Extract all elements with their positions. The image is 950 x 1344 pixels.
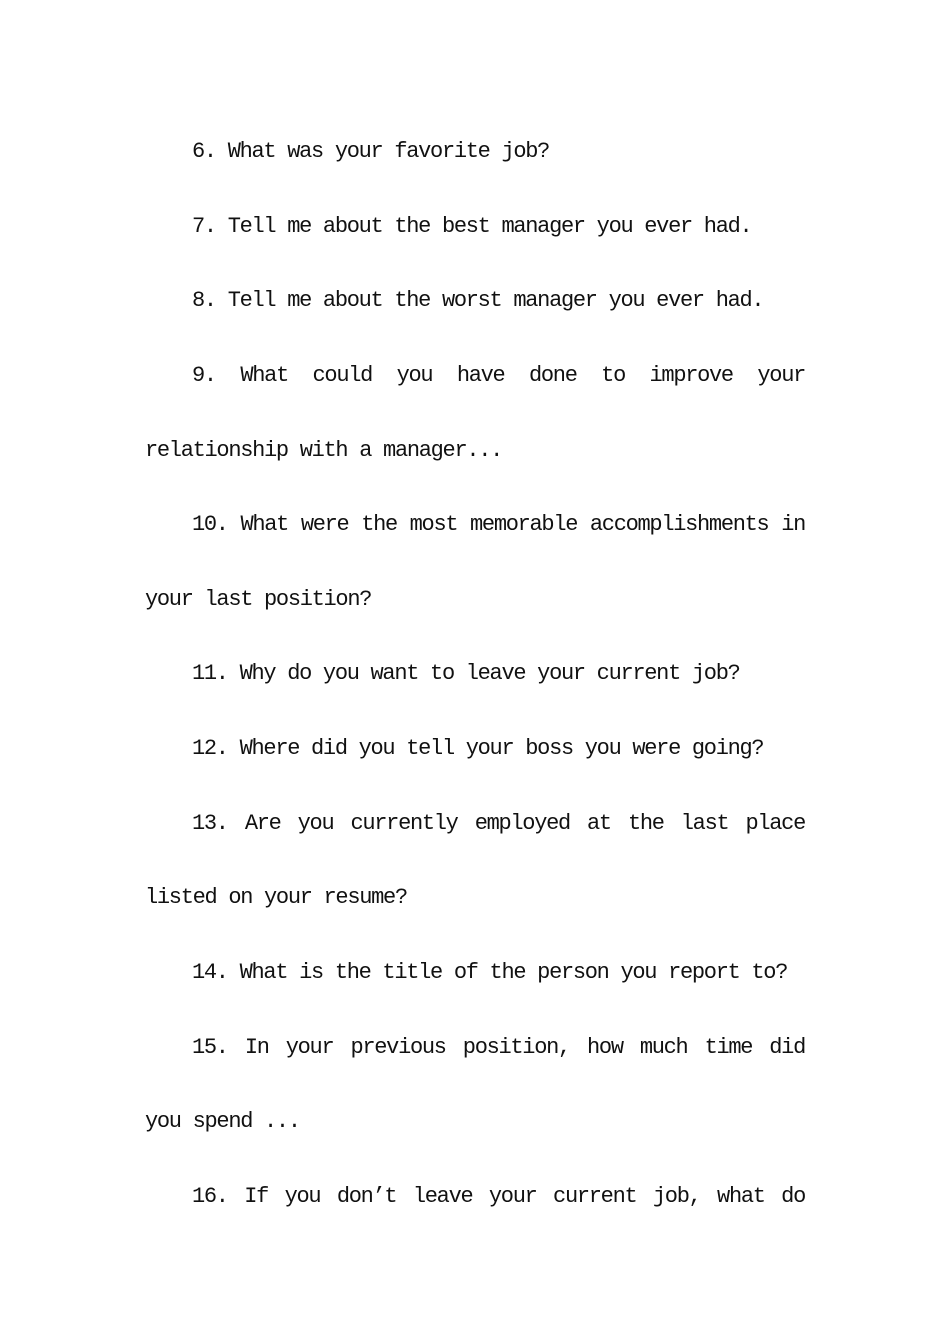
question-13 xyxy=(145,787,805,936)
question-text-continuation: your last position? xyxy=(145,586,372,612)
question-8 xyxy=(145,264,805,339)
question-text-line: 10. What were the most memorable accomplishments in xyxy=(192,512,805,538)
question-text-line: 7. Tell me about the best manager you ever had. xyxy=(192,213,752,239)
question-text-line: 6. What was your favorite job? xyxy=(192,139,550,164)
question-text-line: 14. What is the title of the person you report to? xyxy=(192,959,788,985)
question-11 xyxy=(145,637,805,712)
question-15 xyxy=(145,1011,805,1160)
question-text-continuation: listed on your resume? xyxy=(145,885,407,911)
question-text-line: 16. If you don’t leave your current job, what do xyxy=(192,1183,805,1209)
question-text-line: 8. Tell me about the worst manager you ever had. xyxy=(192,288,764,314)
question-text-line: 9. What could you have done to improve your xyxy=(192,362,805,388)
question-10 xyxy=(145,488,805,637)
question-text-continuation: relationship with a manager... xyxy=(145,437,503,463)
question-16 xyxy=(145,1160,805,1235)
question-7 xyxy=(145,190,805,265)
question-14 xyxy=(145,936,805,1011)
question-text-line: 12. Where did you tell your boss you were going? xyxy=(192,736,764,761)
question-6 xyxy=(145,115,805,190)
question-list xyxy=(145,115,805,1234)
question-12 xyxy=(145,712,805,787)
question-9 xyxy=(145,339,805,488)
question-text-line: 15. In your previous position, how much time did xyxy=(192,1034,805,1060)
question-text-continuation: you spend ... xyxy=(145,1109,300,1135)
question-text-line: 13. Are you currently employed at the last place xyxy=(192,810,805,836)
question-text-line: 11. Why do you want to leave your current job? xyxy=(192,661,740,687)
